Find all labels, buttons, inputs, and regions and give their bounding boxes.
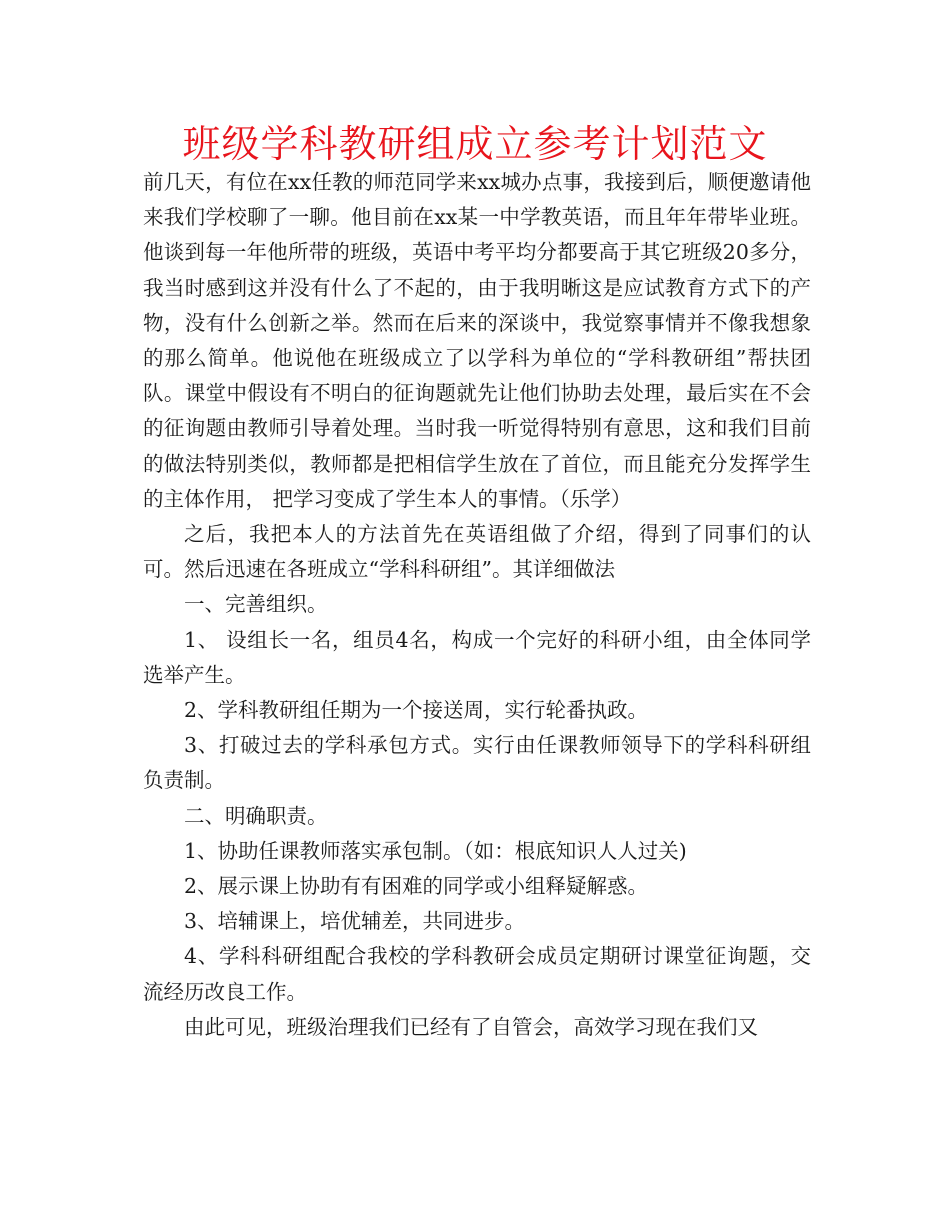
list-item-duties-3: 3、培辅课上，培优辅差，共同进步。 [184,909,526,934]
paragraph-method-intro: 之后，我把本人的方法首先在英语组做了介绍，得到了同事们的认可。然后迅速在各班成立“学科科研组”。其详细做法 [143,522,811,582]
list-item-duties-4: 4、学科科研组配合我校的学科教研会成员定期研讨课堂征询题，交流经历改良工作。 [143,944,811,1004]
list-item-organization-3: 3、打破过去的学科承包方式。实行由任课教师领导下的学科科研组负责制。 [143,733,811,793]
list-item-duties-2: 2、展示课上协助有有困难的同学或小组释疑解惑。 [184,874,649,899]
list-item-organization-2: 2、学科教研组任期为一个接送周，实行轮番执政。 [184,698,649,723]
section-heading-organization: 一、完善组织。 [184,592,328,617]
list-item-organization-1: 1、 设组长一名，组员4名，构成一个完好的科研小组，由全体同学选举产生。 [143,627,811,687]
document-body [143,165,811,1045]
document-title: 班级学科教研组成立参考计划范文 [182,122,768,166]
list-item-duties-1: 1、协助任课教师落实承包制。（如：根底知识人人过关) [184,838,687,863]
paragraph-conclusion: 由此可见，班级治理我们已经有了自管会，高效学习现在我们又 [184,1014,758,1039]
section-heading-duties: 二、明确职责。 [184,803,328,828]
paragraph-intro: 前几天，有位在xx任教的师范同学来xx城办点事，我接到后，顺便邀请他来我们学校聊了一聊。他目前在xx某一中学教英语，而且年年带毕业班。他谈到每一年他所带的班级，英语中考平均分都要高于其它班级20多分，我当时感到这并没有什么了不起的，由于我明晰这是应试教育方式下的产物，没有什么创新之举。然而在后来的深谈中，我觉察事情并不像我想象的那么简单。他说他在班级成立了以学科为单位的“学科教研组”帮扶团队。课堂中假设有不明白的征询题就先让他们协助去处理，最后实在不会的征询题由教师引导着处理。当时我一听觉得特别有意思，这和我们目前的做法特别类似，教师都是把相信学生放在了首位，而且能充分发挥学生的主体作用， 把学习变成了学生本人的事情。（乐学） [143,170,811,511]
